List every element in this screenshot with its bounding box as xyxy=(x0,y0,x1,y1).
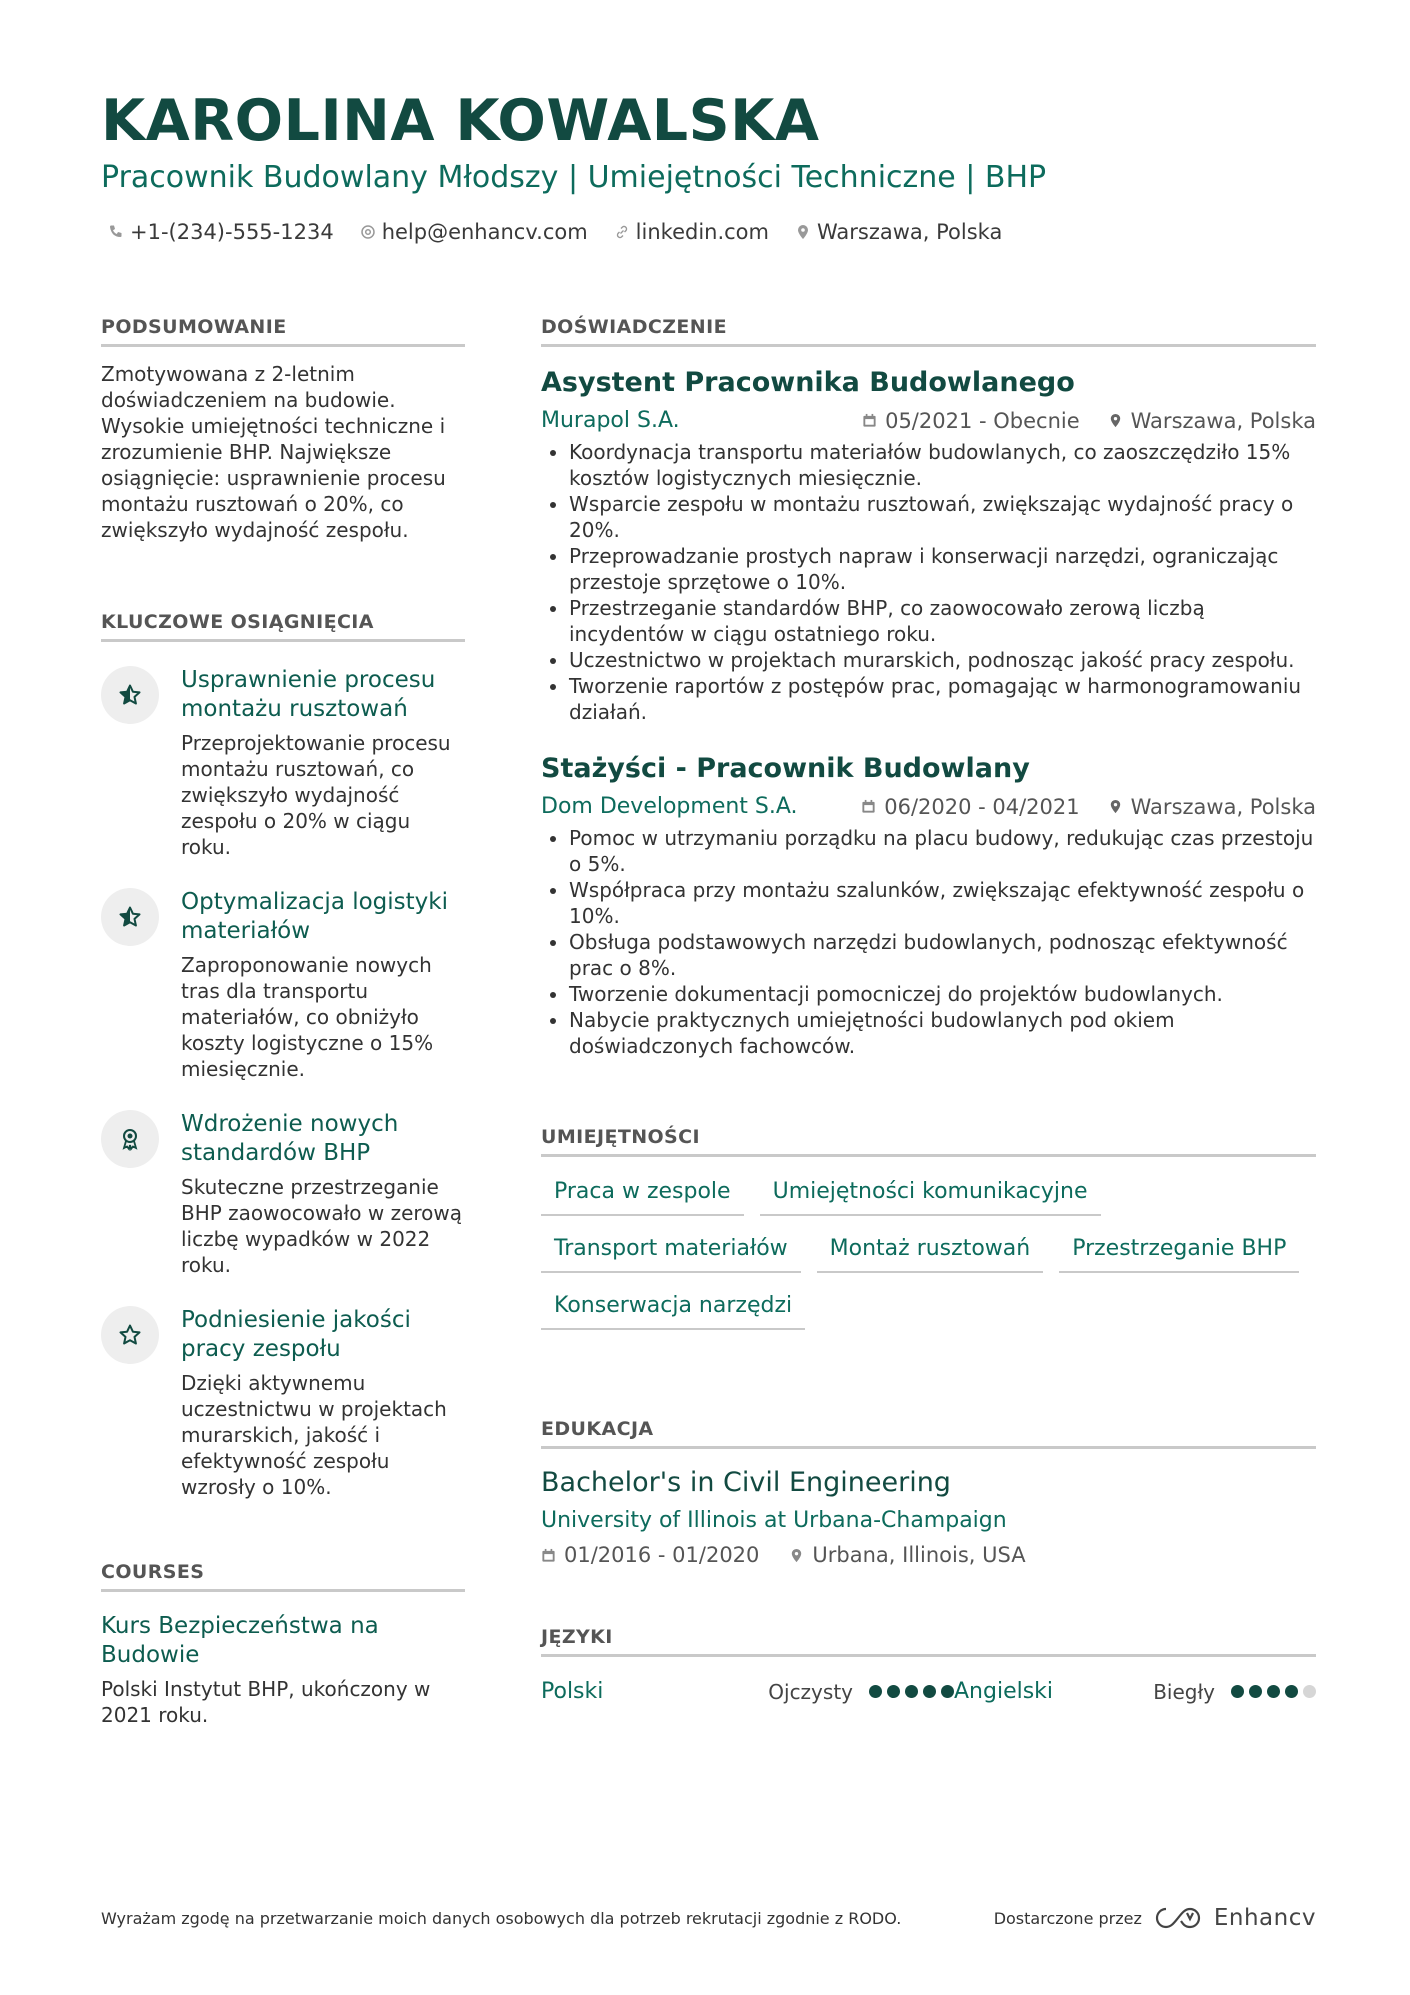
rating-dot-filled xyxy=(1267,1685,1280,1698)
language-item xyxy=(541,1679,954,1704)
rating-dot-filled xyxy=(1231,1685,1244,1698)
achievement-title: Optymalizacja logistyki materiałów xyxy=(181,889,448,944)
bullet-item: • Wsparcie zespołu w montażu rusztowań, zwiększając wydajność pracy o 20%. xyxy=(569,491,1316,543)
job-bullets xyxy=(541,825,1316,1059)
section-title-achievements: KLUCZOWE OSIĄGNIĘCIA xyxy=(101,611,465,642)
skill-tag: Montaż rusztowań xyxy=(817,1232,1044,1273)
calendar-icon xyxy=(862,413,877,428)
rating-dot-filled xyxy=(1249,1685,1262,1698)
section-title-education: EDUKACJA xyxy=(541,1418,1316,1449)
location-pin-icon xyxy=(1108,413,1123,428)
education-location: Urbana, Illinois, USA xyxy=(812,1543,1026,1567)
summary-section xyxy=(101,316,465,543)
rating-dot-filled xyxy=(1285,1685,1298,1698)
achievement-desc: Zaproponowanie nowych tras dla transportu materiałów, co obniżyło koszty logistyczne o 15% miesięcznie. xyxy=(181,953,434,1081)
phone-text: +1-(234)-555-1234 xyxy=(130,220,334,244)
skills-list xyxy=(541,1175,1316,1330)
language-item xyxy=(954,1679,1316,1704)
language-level: Biegły xyxy=(1153,1679,1215,1704)
brand xyxy=(994,1905,1316,1931)
contact-bar xyxy=(108,220,1002,244)
calendar-icon xyxy=(861,799,876,814)
job-title: Stażyści - Pracownik Budowlany xyxy=(541,753,1030,784)
contact-phone[interactable] xyxy=(108,220,334,244)
bullet-item: • Obsługa podstawowych narzędzi budowlanych, podnosząc efektywność prac o 8%. xyxy=(569,929,1316,981)
achievement-item xyxy=(101,666,465,860)
bullet-item: • Tworzenie raportów z postępów prac, pomagając w harmonogramowaniu działań. xyxy=(569,673,1316,725)
education-degree: Bachelor's in Civil Engineering xyxy=(541,1467,951,1498)
rating-dot-filled xyxy=(887,1685,900,1698)
summary-text: Zmotywowana z 2-letnim doświadczeniem na budowie. Wysokie umiejętności techniczne i zrozumienie BHP. Największe osiągnięcie: usprawnienie procesu montażu rusztowań o 20%, co zwiększyło wydajność zespołu. xyxy=(101,362,446,542)
rating-dot-filled xyxy=(869,1685,882,1698)
powered-by-label: Dostarczone przez xyxy=(993,1908,1142,1928)
language-name: Polski xyxy=(541,1679,604,1704)
brand-name: Enhancv xyxy=(1213,1905,1316,1931)
location-text: Warszawa, Polska xyxy=(816,220,1003,244)
section-title-skills: UMIEJĘTNOŚCI xyxy=(541,1126,1316,1157)
achievements-section xyxy=(101,611,465,1500)
at-icon xyxy=(360,224,376,240)
job-title: Asystent Pracownika Budowlanego xyxy=(541,367,1075,398)
skill-tag: Praca w zespole xyxy=(541,1175,744,1216)
bullet-item: • Współpraca przy montażu szalunków, zwiększając efektywność zespołu o 10%. xyxy=(569,877,1316,929)
enhancv-logo-icon xyxy=(1154,1905,1202,1931)
candidate-name: KAROLINA KOWALSKA xyxy=(101,88,820,154)
courses-section xyxy=(101,1561,465,1728)
education-section xyxy=(541,1418,1316,1567)
location-pin-icon xyxy=(789,1548,804,1563)
star-outline-icon xyxy=(101,1306,159,1364)
course-desc: Polski Instytut BHP, ukończony w 2021 roku. xyxy=(101,1677,431,1727)
achievement-title: Usprawnienie procesu montażu rusztowań xyxy=(181,667,436,722)
job-location: Warszawa, Polska xyxy=(1130,408,1316,433)
achievement-item xyxy=(101,1110,465,1278)
award-icon xyxy=(101,1110,159,1168)
section-title-courses: COURSES xyxy=(101,1561,465,1592)
job-dates: 05/2021 - Obecnie xyxy=(885,408,1080,433)
language-name: Angielski xyxy=(954,1679,1054,1704)
location-pin-icon xyxy=(795,224,811,240)
achievement-desc: Przeprojektowanie procesu montażu rusztowań, co zwiększyło wydajność zespołu o 20% w ciągu roku. xyxy=(181,731,451,859)
bullet-item: • Uczestnictwo w projektach murarskich, podnosząc jakość pracy zespołu. xyxy=(569,647,1316,673)
section-title-experience: DOŚWIADCZENIE xyxy=(541,316,1316,347)
rating-dot-filled xyxy=(941,1685,954,1698)
link-icon xyxy=(614,224,630,240)
language-level: Ojczysty xyxy=(768,1679,853,1704)
calendar-icon xyxy=(541,1548,556,1563)
job-location: Warszawa, Polska xyxy=(1130,794,1316,819)
skill-tag: Przestrzeganie BHP xyxy=(1059,1232,1299,1273)
bullet-item: • Przestrzeganie standardów BHP, co zaowocowało zerową liczbą incydentów w ciągu ostatniego roku. xyxy=(569,595,1316,647)
skill-tag: Umiejętności komunikacyjne xyxy=(760,1175,1101,1216)
headline: Pracownik Budowlany Młodszy | Umiejętności Techniczne | BHP xyxy=(101,160,1047,195)
phone-icon xyxy=(108,224,124,240)
experience-section xyxy=(541,316,1316,1059)
education-dates: 01/2016 - 01/2020 xyxy=(564,1543,760,1567)
rating-dot-empty xyxy=(1303,1685,1316,1698)
achievement-desc: Dzięki aktywnemu uczestnictwu w projektach murarskich, jakość i efektywność zespołu wzrosły o 10%. xyxy=(181,1371,447,1499)
contact-email[interactable] xyxy=(360,220,588,244)
email-text: help@enhancv.com xyxy=(381,220,588,244)
linkedin-text: linkedin.com xyxy=(635,220,769,244)
job-entry xyxy=(541,367,1316,725)
job-dates: 06/2020 - 04/2021 xyxy=(884,794,1080,819)
job-bullets xyxy=(541,439,1316,725)
achievement-item xyxy=(101,1306,465,1500)
rating-dot-filled xyxy=(923,1685,936,1698)
language-rating xyxy=(869,1685,954,1698)
star-half-icon xyxy=(101,888,159,946)
bullet-item: • Koordynacja transportu materiałów budowlanych, co zaoszczędziło 15% kosztów logistycznych miesięcznie. xyxy=(569,439,1316,491)
language-rating xyxy=(1231,1685,1316,1698)
gdpr-consent: Wyrażam zgodę na przetwarzanie moich danych osobowych dla potrzeb rekrutacji zgodnie z RODO. xyxy=(101,1908,902,1928)
bullet-item: • Przeprowadzanie prostych napraw i konserwacji narzędzi, ograniczając przestoje sprzętowe o 10%. xyxy=(569,543,1316,595)
bullet-item: • Pomoc w utrzymaniu porządku na placu budowy, redukując czas przestoju o 5%. xyxy=(569,825,1316,877)
skill-tag: Transport materiałów xyxy=(541,1232,801,1273)
course-title: Kurs Bezpieczeństwa na Budowie xyxy=(101,1613,379,1668)
rating-dot-filled xyxy=(905,1685,918,1698)
achievement-item xyxy=(101,888,465,1082)
achievement-title: Wdrożenie nowych standardów BHP xyxy=(181,1111,399,1166)
job-entry xyxy=(541,753,1316,1059)
languages-section xyxy=(541,1626,1316,1704)
languages-list xyxy=(541,1679,1316,1704)
company-name: Dom Development S.A. xyxy=(541,794,798,819)
skills-section xyxy=(541,1126,1316,1330)
contact-location xyxy=(795,220,1002,244)
skill-tag: Konserwacja narzędzi xyxy=(541,1289,805,1330)
bullet-item: • Tworzenie dokumentacji pomocniczej do projektów budowlanych. xyxy=(569,981,1316,1007)
section-title-summary: PODSUMOWANIE xyxy=(101,316,465,347)
achievement-desc: Skuteczne przestrzeganie BHP zaowocowało w zerową liczbę wypadków w 2022 roku. xyxy=(181,1175,463,1277)
footer xyxy=(101,1905,1316,1931)
achievement-title: Podniesienie jakości pracy zespołu xyxy=(181,1307,411,1362)
education-school: University of Illinois at Urbana-Champaign xyxy=(541,1508,1007,1533)
star-half-icon xyxy=(101,666,159,724)
bullet-item: • Nabycie praktycznych umiejętności budowlanych pod okiem doświadczonych fachowców. xyxy=(569,1007,1316,1059)
location-pin-icon xyxy=(1108,799,1123,814)
contact-linkedin[interactable] xyxy=(614,220,769,244)
section-title-languages: JĘZYKI xyxy=(541,1626,1316,1657)
company-name: Murapol S.A. xyxy=(541,408,680,433)
